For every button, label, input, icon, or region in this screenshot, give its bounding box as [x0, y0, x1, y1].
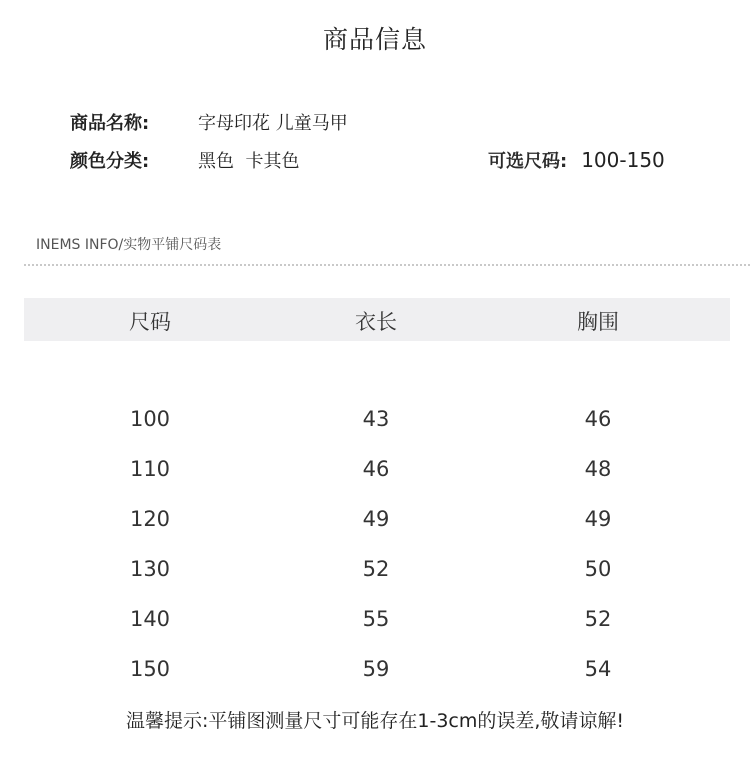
cell-size: 120 — [129, 507, 171, 531]
size-range-label: 可选尺码: — [488, 151, 568, 172]
cell-size: 150 — [129, 657, 171, 681]
table-row — [0, 457, 750, 487]
product-name-value: 字母印花 儿童马甲 — [198, 113, 348, 134]
table-row — [0, 607, 750, 637]
cell-chest: 46 — [584, 407, 612, 431]
cell-chest: 52 — [584, 607, 612, 631]
cell-size: 100 — [129, 407, 171, 431]
product-name-label: 商品名称: — [70, 113, 150, 134]
cell-length: 43 — [362, 407, 390, 431]
table-row — [0, 407, 750, 437]
cell-length: 55 — [362, 607, 390, 631]
cell-chest: 50 — [584, 557, 612, 581]
cell-length: 59 — [362, 657, 390, 681]
header-length: 衣长 — [355, 310, 397, 334]
cell-chest: 48 — [584, 457, 612, 481]
cell-chest: 54 — [584, 657, 612, 681]
section-divider — [24, 264, 750, 266]
measurement-note: 温馨提示:平铺图测量尺寸可能存在1-3cm的误差,敬请谅解! — [125, 710, 625, 732]
cell-size: 140 — [129, 607, 171, 631]
product-name-row — [70, 108, 348, 136]
size-range-row — [488, 146, 665, 174]
table-row — [0, 557, 750, 587]
color-row — [70, 146, 299, 174]
cell-size: 130 — [129, 557, 171, 581]
cell-chest: 49 — [584, 507, 612, 531]
cell-length: 52 — [362, 557, 390, 581]
cell-length: 46 — [362, 457, 390, 481]
page-title: 商品信息 — [322, 25, 427, 54]
cell-length: 49 — [362, 507, 390, 531]
table-row — [0, 507, 750, 537]
header-size: 尺码 — [129, 310, 171, 334]
table-header — [24, 298, 730, 341]
table-row — [0, 657, 750, 687]
color-value: 黑色 卡其色 — [198, 151, 300, 172]
color-label: 颜色分类: — [70, 151, 150, 172]
size-range-value: 100-150 — [581, 148, 665, 172]
size-chart-section-label: INEMS INFO/实物平铺尺码表 — [36, 237, 222, 253]
cell-size: 110 — [129, 457, 171, 481]
header-chest: 胸围 — [577, 310, 619, 334]
